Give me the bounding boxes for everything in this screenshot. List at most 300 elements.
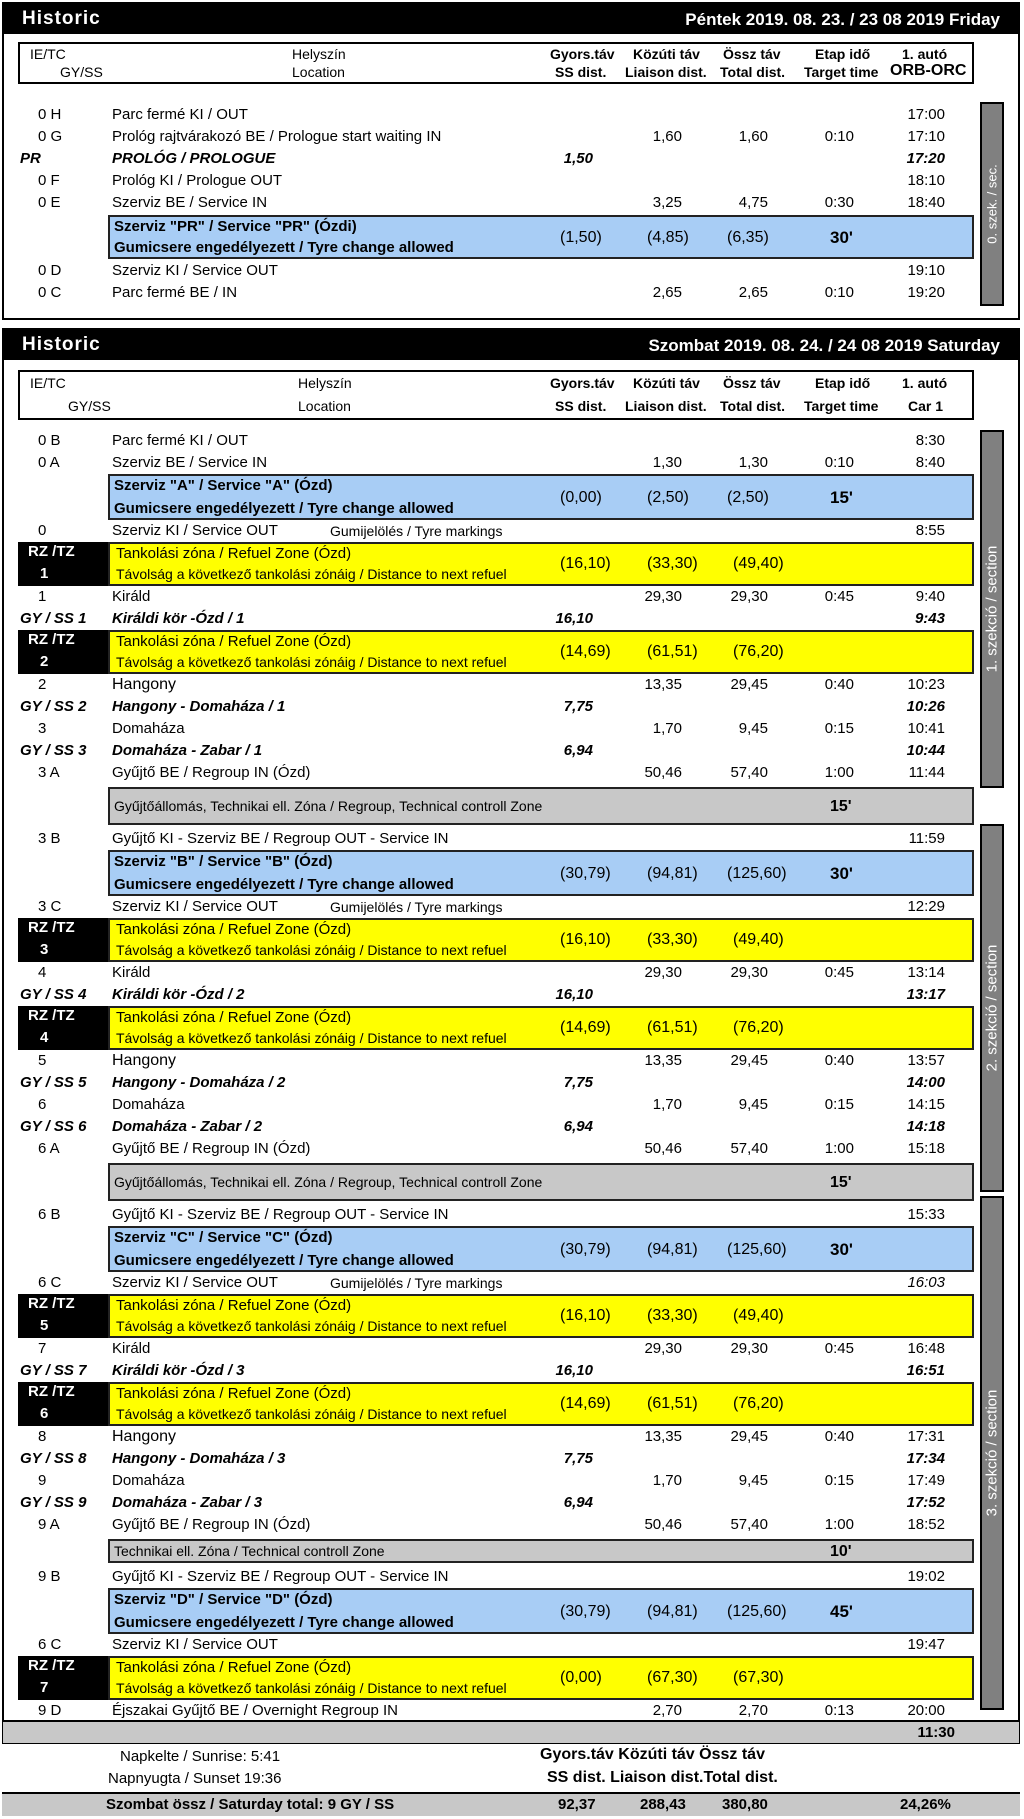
row-car-time: 17:10 <box>907 128 945 145</box>
hdr-tot: Össz táv <box>723 46 781 62</box>
row-total-dist: 2,65 <box>738 284 768 301</box>
regroup-band <box>108 787 974 825</box>
saturday-block <box>2 328 1020 1722</box>
hdr-tc: IE/TC <box>30 375 66 391</box>
refuel-li: (33,30) <box>647 931 698 948</box>
refuel-li: (33,30) <box>647 555 698 572</box>
service-tyre-note: Gumicsere engedélyezett / Tyre change allowed <box>114 1252 454 1269</box>
refuel-zone-number: 2 <box>40 653 49 670</box>
refuel-zone-title: Tankolási zóna / Refuel Zone (Ózd) <box>116 545 352 562</box>
row-car-time: 8:40 <box>915 454 945 471</box>
service-title: Szerviz "PR" / Service "PR" (Ózdi) <box>114 218 357 235</box>
refuel-tot: (67,30) <box>733 1669 784 1686</box>
row-location: Domaháza <box>112 720 185 737</box>
row-liaison-dist: 2,70 <box>652 1702 682 1719</box>
row-code: GY / SS 9 <box>20 1494 87 1511</box>
itinerary-row <box>4 260 1018 282</box>
refuel-zone-band <box>108 630 974 674</box>
row-total-dist: 2,70 <box>738 1702 768 1719</box>
row-code: GY / SS 2 <box>20 698 87 715</box>
row-car-time: 19:47 <box>907 1636 945 1653</box>
refuel-zone-tag <box>18 1382 108 1426</box>
row-car-time: 18:40 <box>907 194 945 211</box>
stage-row <box>4 148 1018 170</box>
itinerary-row <box>4 1470 1018 1492</box>
hdr-target: Target time <box>804 64 879 80</box>
row-code: 0 E <box>38 194 61 211</box>
row-liaison-dist: 29,30 <box>644 1340 682 1357</box>
row-location: Parc fermé KI / OUT <box>112 106 248 123</box>
row-target-time: 1:00 <box>824 1140 854 1157</box>
row-car-time: 14:15 <box>907 1096 945 1113</box>
service-tyre-note: Gumicsere engedélyezett / Tyre change allowed <box>114 1614 454 1631</box>
row-code: 6 C <box>38 1274 62 1291</box>
row-target-time: 0:10 <box>824 128 854 145</box>
row-location: Domaháza <box>112 1472 185 1489</box>
row-liaison-dist: 1,30 <box>652 454 682 471</box>
service-title: Szerviz "D" / Service "D" (Ózd) <box>114 1591 333 1608</box>
row-code: 4 <box>38 964 47 981</box>
row-liaison-dist: 2,65 <box>652 284 682 301</box>
row-code: GY / SS 8 <box>20 1450 87 1467</box>
saturday-header <box>18 370 974 420</box>
row-location: Királd <box>112 964 151 981</box>
hdr-li: Közúti táv <box>633 46 700 62</box>
row-target-time: 0:45 <box>824 964 854 981</box>
row-car-time: 10:44 <box>906 742 945 759</box>
stage-row <box>4 740 1018 762</box>
row-location: Királdi kör -Ózd / 2 <box>112 986 245 1003</box>
service-li: (94,81) <box>647 865 698 882</box>
service-band <box>108 1226 974 1272</box>
row-code: 7 <box>38 1340 47 1357</box>
hdr-car: 1. autó <box>902 375 948 391</box>
row-car-time: 12:29 <box>907 898 945 915</box>
row-code: 2 <box>38 676 47 693</box>
friday-title: Historic <box>22 8 101 29</box>
row-note: Gumijelölés / Tyre markings <box>330 899 503 915</box>
service-time: 30' <box>830 1240 853 1259</box>
itinerary-row <box>4 1566 1018 1588</box>
row-ss-dist: 6,94 <box>563 1494 593 1511</box>
row-liaison-dist: 1,70 <box>652 720 682 737</box>
itinerary-row <box>4 192 1018 214</box>
refuel-zone-band <box>108 542 974 586</box>
hdr-li: Közúti táv <box>633 375 700 391</box>
row-location: Gyűjtő KI - Szerviz BE / Regroup OUT - Service IN <box>112 1206 449 1223</box>
row-code: 5 <box>38 1052 47 1069</box>
hdr-lidist: Liaison dist. <box>625 64 707 80</box>
row-code: 6 A <box>38 1140 60 1157</box>
row-code: 0 B <box>38 432 61 449</box>
row-location: Parc fermé KI / OUT <box>112 432 248 449</box>
service-tot: (2,50) <box>727 489 769 506</box>
row-code: 9 B <box>38 1568 61 1585</box>
service-ss: (30,79) <box>560 865 611 882</box>
row-liaison-dist: 3,25 <box>652 194 682 211</box>
itinerary-row <box>4 1634 1018 1656</box>
refuel-distance-note: Távolság a következő tankolási zónáig / Distance to next refuel <box>116 1030 507 1046</box>
itinerary-row <box>4 1700 1018 1722</box>
row-car-time: 17:52 <box>906 1494 945 1511</box>
row-ss-dist: 16,10 <box>555 986 593 1003</box>
itinerary-row <box>4 586 1018 608</box>
refuel-zone-code: RZ /TZ <box>28 919 75 936</box>
friday-section-label: 0. szek. / sec. <box>984 164 1000 244</box>
refuel-zone-tag <box>18 542 108 586</box>
itinerary-row <box>4 896 1018 918</box>
row-car-time: 18:52 <box>907 1516 945 1533</box>
row-location: Szerviz KI / Service OUT <box>112 898 278 915</box>
row-total-dist: 4,75 <box>738 194 768 211</box>
refuel-ss: (14,69) <box>560 643 611 660</box>
refuel-li: (61,51) <box>647 1019 698 1036</box>
service-ss: (30,79) <box>560 1603 611 1620</box>
row-car-time: 15:33 <box>907 1206 945 1223</box>
refuel-ss: (16,10) <box>560 1307 611 1324</box>
row-code: 0 H <box>38 106 62 123</box>
row-car-time: 17:20 <box>906 150 945 167</box>
regroup-time: 15' <box>830 1174 852 1191</box>
hdr-gyss: GY/SS <box>68 398 111 414</box>
refuel-li: (67,30) <box>647 1669 698 1686</box>
row-total-dist: 57,40 <box>730 1516 768 1533</box>
refuel-zone-band <box>108 1656 974 1700</box>
row-car-time: 18:10 <box>907 172 945 189</box>
itinerary-row <box>4 452 1018 474</box>
row-car-time: 14:18 <box>906 1118 945 1135</box>
refuel-zone-title: Tankolási zóna / Refuel Zone (Ózd) <box>116 1385 352 1402</box>
hdr-tt: Etap idő <box>815 46 871 62</box>
total-tot: 380,80 <box>722 1796 768 1813</box>
regroup-time: 15' <box>830 798 852 815</box>
refuel-zone-number: 4 <box>40 1029 49 1046</box>
row-location: Domaháza - Zabar / 2 <box>112 1118 263 1135</box>
row-target-time: 1:00 <box>824 1516 854 1533</box>
itinerary-row <box>4 1338 1018 1360</box>
row-location: Hangony - Domaháza / 3 <box>112 1450 286 1467</box>
row-liaison-dist: 13,35 <box>644 1428 682 1445</box>
row-liaison-dist: 13,35 <box>644 1052 682 1069</box>
row-location: Hangony - Domaháza / 2 <box>112 1074 286 1091</box>
row-code: 0 F <box>38 172 60 189</box>
row-liaison-dist: 1,70 <box>652 1096 682 1113</box>
stage-row <box>4 984 1018 1006</box>
service-time: 30' <box>830 228 853 247</box>
row-car-time: 15:18 <box>907 1140 945 1157</box>
row-car-time: 19:10 <box>907 262 945 279</box>
hdr-target: Target time <box>804 398 879 414</box>
refuel-zone-code: RZ /TZ <box>28 543 75 560</box>
row-car-time: 9:43 <box>914 610 945 627</box>
row-code: 3 B <box>38 830 61 847</box>
service-tot: (6,35) <box>727 229 769 246</box>
section-1-label: 1. szekció / section <box>983 545 1001 673</box>
row-liaison-dist: 50,46 <box>644 1140 682 1157</box>
itinerary-row <box>4 674 1018 696</box>
hdr-ss: Gyors.táv <box>550 46 615 62</box>
row-location: Királdi kör -Ózd / 1 <box>112 610 245 627</box>
row-code: 6 B <box>38 1206 61 1223</box>
stage-row <box>4 1448 1018 1470</box>
itinerary-row <box>4 1514 1018 1536</box>
row-total-dist: 29,45 <box>730 676 768 693</box>
itinerary-row <box>4 430 1018 452</box>
row-code: 0 A <box>38 454 60 471</box>
section-3-bar <box>980 1196 1004 1710</box>
row-location: Hangony <box>112 1052 177 1069</box>
row-car-time: 16:51 <box>906 1362 945 1379</box>
hdr-tt: Etap idő <box>815 375 871 391</box>
row-location: Szerviz KI / Service OUT <box>112 522 278 539</box>
service-ss: (1,50) <box>560 229 602 246</box>
row-total-dist: 57,40 <box>730 1140 768 1157</box>
itinerary-row <box>4 282 1018 304</box>
itinerary-row <box>4 828 1018 850</box>
row-total-dist: 29,30 <box>730 588 768 605</box>
itinerary-row <box>4 1094 1018 1116</box>
section-1-bar <box>980 430 1004 788</box>
itinerary-row <box>4 1050 1018 1072</box>
row-location: Gyűjtő BE / Regroup IN (Ózd) <box>112 1516 311 1533</box>
row-target-time: 0:15 <box>824 1472 854 1489</box>
row-target-time: 0:15 <box>824 1096 854 1113</box>
row-code: 0 C <box>38 284 62 301</box>
hdr-location: Location <box>298 398 351 414</box>
refuel-zone-number: 7 <box>40 1679 49 1696</box>
row-code: 0 G <box>38 128 63 145</box>
section-3-label: 3. szekció / section <box>983 1389 1001 1517</box>
row-car-time: 11:59 <box>908 830 945 847</box>
row-liaison-dist: 50,46 <box>644 764 682 781</box>
service-li: (94,81) <box>647 1603 698 1620</box>
row-liaison-dist: 50,46 <box>644 1516 682 1533</box>
refuel-zone-tag <box>18 1294 108 1338</box>
row-target-time: 1:00 <box>824 764 854 781</box>
row-location: Gyűjtő KI - Szerviz BE / Regroup OUT - Service IN <box>112 830 449 847</box>
refuel-ss: (16,10) <box>560 931 611 948</box>
row-car-time: 17:49 <box>907 1472 945 1489</box>
refuel-zone-tag <box>18 630 108 674</box>
row-target-time: 0:40 <box>824 1052 854 1069</box>
refuel-distance-note: Távolság a következő tankolási zónáig / Distance to next refuel <box>116 1680 507 1696</box>
refuel-zone-tag <box>18 1006 108 1050</box>
row-car-time: 9:40 <box>915 588 945 605</box>
refuel-zone-title: Tankolási zóna / Refuel Zone (Ózd) <box>116 1009 352 1026</box>
row-location: Éjszakai Gyűjtő BE / Overnight Regroup IN <box>112 1702 398 1719</box>
row-code: GY / SS 3 <box>20 742 87 759</box>
footer-header-1: Gyors.táv Közúti táv Össz táv <box>540 1746 765 1763</box>
itinerary-row <box>4 762 1018 784</box>
row-location: Prológ KI / Prologue OUT <box>112 172 283 189</box>
refuel-ss: (14,69) <box>560 1019 611 1036</box>
refuel-li: (33,30) <box>647 1307 698 1324</box>
itinerary-row <box>4 1138 1018 1160</box>
service-title: Szerviz "A" / Service "A" (Ózd) <box>114 477 333 494</box>
row-location: Domaháza <box>112 1096 185 1113</box>
refuel-distance-note: Távolság a következő tankolási zónáig / Distance to next refuel <box>116 566 507 582</box>
row-total-dist: 9,45 <box>738 1096 768 1113</box>
refuel-zone-tag <box>18 1656 108 1700</box>
section-2-label: 2. szekció / section <box>983 944 1001 1072</box>
row-location: Gyűjtő KI - Szerviz BE / Regroup OUT - Service IN <box>112 1568 449 1585</box>
refuel-tot: (76,20) <box>733 1019 784 1036</box>
row-car-time: 17:00 <box>907 106 945 123</box>
regroup-band <box>108 1539 974 1563</box>
total-ss: 92,37 <box>558 1796 596 1813</box>
row-car-time: 8:55 <box>915 522 945 539</box>
row-car-time: 16:03 <box>907 1274 945 1291</box>
refuel-tot: (76,20) <box>733 1395 784 1412</box>
friday-title-bar <box>4 4 1018 34</box>
itinerary-row <box>4 126 1018 148</box>
refuel-zone-band <box>108 1006 974 1050</box>
row-target-time: 0:40 <box>824 676 854 693</box>
footer-time-bar <box>2 1722 1020 1744</box>
stage-row <box>4 1116 1018 1138</box>
refuel-zone-band <box>108 1382 974 1426</box>
stage-row <box>4 608 1018 630</box>
service-band <box>108 474 974 520</box>
regroup-title: Technikai ell. Zóna / Technical controll Zone <box>114 1543 385 1559</box>
row-car-time: 10:41 <box>907 720 945 737</box>
service-tyre-note: Gumicsere engedélyezett / Tyre change allowed <box>114 876 454 893</box>
total-pct: 24,26% <box>900 1796 951 1813</box>
service-band <box>108 850 974 896</box>
service-time: 15' <box>830 488 853 507</box>
row-note: Gumijelölés / Tyre markings <box>330 523 503 539</box>
row-car-time: 10:26 <box>906 698 945 715</box>
refuel-zone-code: RZ /TZ <box>28 1295 75 1312</box>
row-car-time: 19:02 <box>907 1568 945 1585</box>
row-location: Királd <box>112 1340 151 1357</box>
itinerary-row <box>4 170 1018 192</box>
row-location: Gyűjtő BE / Regroup IN (Ózd) <box>112 1140 311 1157</box>
row-total-dist: 1,60 <box>738 128 768 145</box>
service-tot: (125,60) <box>727 1241 787 1258</box>
row-total-dist: 29,45 <box>730 1052 768 1069</box>
refuel-tot: (49,40) <box>733 555 784 572</box>
row-ss-dist: 7,75 <box>563 698 593 715</box>
row-code: 1 <box>38 588 47 605</box>
service-li: (94,81) <box>647 1241 698 1258</box>
row-car-time: 13:57 <box>907 1052 945 1069</box>
hdr-ss: Gyors.táv <box>550 375 615 391</box>
row-location: Gyűjtő BE / Regroup IN (Ózd) <box>112 764 311 781</box>
row-note: Gumijelölés / Tyre markings <box>330 1275 503 1291</box>
row-car-time: 11:44 <box>908 764 945 781</box>
row-target-time: 0:10 <box>824 284 854 301</box>
row-code: PR <box>20 150 41 167</box>
stage-row <box>4 1072 1018 1094</box>
row-code: 0 <box>38 522 47 539</box>
refuel-distance-note: Távolság a következő tankolási zónáig / Distance to next refuel <box>116 1318 507 1334</box>
service-band <box>108 215 974 259</box>
refuel-tot: (76,20) <box>733 643 784 660</box>
row-location: Királd <box>112 588 151 605</box>
service-time: 45' <box>830 1602 853 1621</box>
row-total-dist: 9,45 <box>738 720 768 737</box>
footer-time: 11:30 <box>917 1724 955 1741</box>
row-liaison-dist: 13,35 <box>644 676 682 693</box>
row-total-dist: 29,45 <box>730 1428 768 1445</box>
row-ss-dist: 16,10 <box>555 1362 593 1379</box>
hdr-car1: Car 1 <box>908 398 944 414</box>
row-liaison-dist: 1,70 <box>652 1472 682 1489</box>
total-label: Szombat össz / Saturday total: 9 GY / SS <box>106 1796 395 1813</box>
itinerary-row <box>4 520 1018 542</box>
row-target-time: 0:45 <box>824 1340 854 1357</box>
hdr-totdist: Total dist. <box>720 64 786 80</box>
hdr-totdist: Total dist. <box>720 398 786 414</box>
row-code: GY / SS 4 <box>20 986 87 1003</box>
row-location: Királdi kör -Ózd / 3 <box>112 1362 245 1379</box>
hdr-ssdist: SS dist. <box>555 398 607 414</box>
friday-section-bar <box>980 102 1004 306</box>
regroup-title: Gyűjtőállomás, Technikai ell. Zóna / Regroup, Technical controll Zone <box>114 798 543 814</box>
row-code: 9 <box>38 1472 47 1489</box>
row-location: Szerviz KI / Service OUT <box>112 1274 278 1291</box>
refuel-zone-number: 6 <box>40 1405 49 1422</box>
refuel-zone-number: 3 <box>40 941 49 958</box>
saturday-date: Szombat 2019. 08. 24. / 24 08 2019 Saturday <box>648 336 1000 355</box>
row-ss-dist: 7,75 <box>563 1074 593 1091</box>
refuel-zone-band <box>108 1294 974 1338</box>
hdr-ssdist: SS dist. <box>555 64 607 80</box>
hdr-loc: Helyszín <box>292 46 346 62</box>
row-liaison-dist: 1,60 <box>652 128 682 145</box>
refuel-zone-title: Tankolási zóna / Refuel Zone (Ózd) <box>116 1297 352 1314</box>
row-target-time: 0:30 <box>824 194 854 211</box>
service-time: 30' <box>830 864 853 883</box>
itinerary-row <box>4 962 1018 984</box>
regroup-time: 10' <box>830 1543 852 1560</box>
saturday-footer <box>2 1722 1020 1818</box>
row-location: Szerviz BE / Service IN <box>112 194 268 211</box>
friday-date: Péntek 2019. 08. 23. / 23 08 2019 Friday <box>685 10 1000 29</box>
hdr-loc: Helyszín <box>298 375 352 391</box>
refuel-distance-note: Távolság a következő tankolási zónáig / Distance to next refuel <box>116 654 507 670</box>
row-car-time: 10:23 <box>907 676 945 693</box>
row-code: GY / SS 7 <box>20 1362 87 1379</box>
refuel-zone-tag <box>18 918 108 962</box>
row-car-time: 16:48 <box>907 1340 945 1357</box>
service-title: Szerviz "C" / Service "C" (Ózd) <box>114 1229 333 1246</box>
stage-row <box>4 1360 1018 1382</box>
friday-block <box>2 2 1020 320</box>
refuel-distance-note: Távolság a következő tankolási zónáig / Distance to next refuel <box>116 1406 507 1422</box>
row-code: 3 A <box>38 764 60 781</box>
regroup-band <box>108 1163 974 1201</box>
friday-header <box>18 42 974 84</box>
row-location: Hangony - Domaháza / 1 <box>112 698 286 715</box>
row-target-time: 0:15 <box>824 720 854 737</box>
row-ss-dist: 6,94 <box>563 1118 593 1135</box>
refuel-distance-note: Távolság a következő tankolási zónáig / Distance to next refuel <box>116 942 507 958</box>
row-car-time: 20:00 <box>907 1702 945 1719</box>
section-2-bar <box>980 824 1004 1192</box>
service-tot: (125,60) <box>727 865 787 882</box>
row-location: Hangony <box>112 676 177 693</box>
hdr-tc: IE/TC <box>30 46 66 62</box>
itinerary-row <box>4 718 1018 740</box>
itinerary-row <box>4 104 1018 126</box>
itinerary-row <box>4 1426 1018 1448</box>
refuel-zone-code: RZ /TZ <box>28 631 75 648</box>
row-car-time: 17:31 <box>907 1428 945 1445</box>
row-code: 8 <box>38 1428 47 1445</box>
refuel-ss: (0,00) <box>560 1669 602 1686</box>
